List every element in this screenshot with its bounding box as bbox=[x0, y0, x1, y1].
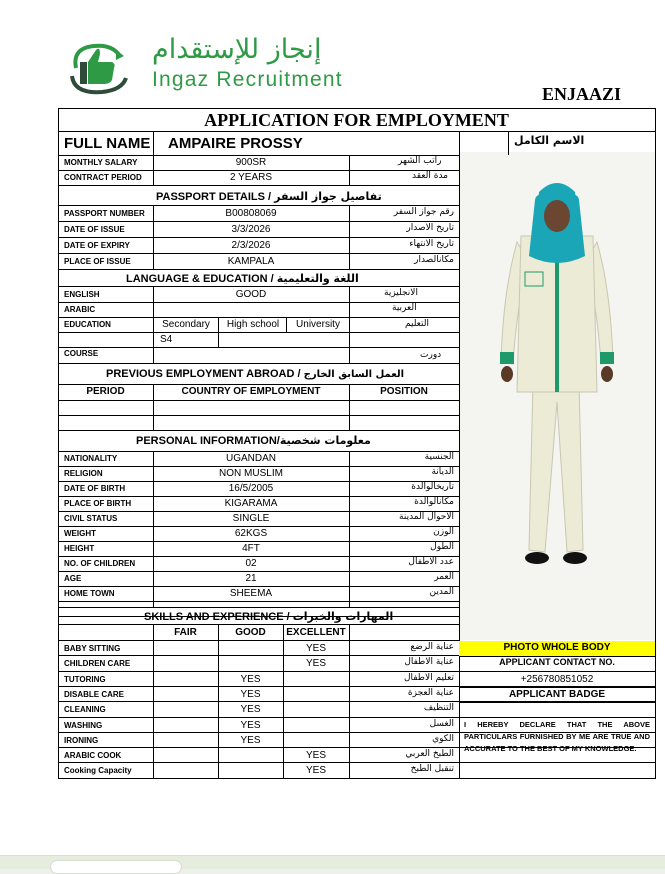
grid-line bbox=[58, 221, 460, 222]
grid-line bbox=[655, 108, 656, 778]
personal-row-5-value: 62KGS bbox=[234, 528, 268, 539]
logo-english-text: Ingaz Recruitment bbox=[152, 68, 343, 91]
contact-value: +256780851052 bbox=[520, 674, 594, 685]
personal-row-4-value: SINGLE bbox=[232, 513, 270, 524]
grid-line bbox=[58, 170, 460, 171]
skill-row-2-good: YES bbox=[240, 673, 261, 685]
contract-label-ar: مدة العقد bbox=[412, 171, 448, 181]
personal-row-6-label-ar: الطول bbox=[430, 542, 454, 552]
grid-line bbox=[58, 286, 460, 287]
grid-line bbox=[58, 205, 460, 206]
arabic-label: ARABIC bbox=[64, 305, 96, 314]
skill-row-1-label-ar: عناية الاطفال bbox=[404, 657, 454, 668]
skill-row-0-excellent: YES bbox=[305, 643, 326, 654]
passport-section-title: PASSPORT DETAILS / تفاصيل جواز السفر bbox=[156, 190, 382, 203]
personal-row-8-value: 21 bbox=[245, 573, 257, 584]
skill-row-0-label: BABY SITTING bbox=[64, 644, 121, 653]
applicant-figure bbox=[459, 152, 655, 640]
personal-row-1-label-ar: الديانة bbox=[431, 467, 454, 477]
skill-row-3-label-ar: عناية العجزة bbox=[407, 687, 454, 698]
grid-line bbox=[218, 624, 219, 778]
ingaz-logo bbox=[66, 36, 376, 98]
personal-row-3-value: KIGARAMA bbox=[224, 498, 278, 509]
education-label: EDUCATION bbox=[64, 320, 111, 329]
english-label-ar: الانجليزية bbox=[384, 288, 418, 298]
grid-line bbox=[58, 384, 460, 385]
personal-row-7-label: NO. OF CHILDREN bbox=[64, 559, 136, 568]
form-title: APPLICATION FOR EMPLOYMENT bbox=[204, 110, 509, 130]
full-name-label: FULL NAME bbox=[64, 135, 151, 152]
grid-line bbox=[153, 332, 349, 333]
passport-row-2-value: 2/3/2026 bbox=[231, 240, 271, 251]
previous-col-period: PERIOD bbox=[86, 386, 125, 397]
grid-line bbox=[58, 108, 59, 778]
grid-line bbox=[58, 624, 460, 625]
skill-row-6-good: YES bbox=[240, 734, 261, 746]
grid-line bbox=[58, 717, 656, 718]
skill-row-6-label: IRONING bbox=[64, 735, 99, 745]
grid-line bbox=[58, 778, 656, 779]
passport-row-0-label: PASSPORT NUMBER bbox=[64, 209, 145, 218]
personal-row-8-label: AGE bbox=[64, 574, 82, 583]
passport-row-3-label: PLACE OF ISSUE bbox=[64, 257, 131, 266]
grid-line bbox=[58, 400, 460, 401]
course-label: COURSE bbox=[64, 349, 99, 358]
skill-row-3-good: YES bbox=[240, 688, 261, 700]
logo-thumb-icon bbox=[66, 36, 136, 98]
personal-row-3-label: PLACE OF BIRTH bbox=[64, 499, 132, 508]
personal-row-2-label: DATE OF BIRTH bbox=[64, 484, 126, 493]
skill-row-1-excellent: YES bbox=[305, 658, 326, 670]
skill-row-3-label: DISABLE CARE bbox=[64, 689, 125, 699]
skill-row-8-label-ar: تنقبل الطبخ bbox=[410, 764, 454, 775]
personal-row-4-label-ar: الاحوال المدينة bbox=[399, 512, 454, 522]
previous-col-country: COUNTRY OF EMPLOYMENT bbox=[181, 386, 321, 397]
grid-line bbox=[58, 762, 656, 763]
skill-row-8-excellent: YES bbox=[305, 765, 326, 777]
skill-row-7-label: ARABIC COOK bbox=[64, 751, 122, 761]
personal-section-title: PERSONAL INFORMATION/معلومات شخصية bbox=[136, 434, 371, 447]
skills-col-excellent: EXCELLENT bbox=[286, 627, 346, 638]
grid-line bbox=[459, 687, 656, 688]
skill-row-8-label: Cooking Capacity bbox=[64, 766, 132, 776]
grid-line bbox=[58, 269, 460, 270]
grid-line bbox=[58, 415, 460, 416]
personal-row-0-value: UGANDAN bbox=[225, 453, 276, 464]
passport-row-1-label-ar: تاريخ الاصدار bbox=[406, 223, 454, 233]
course-label-ar: دورت bbox=[420, 350, 442, 360]
personal-row-2-label-ar: تاريخالوالدة bbox=[411, 482, 454, 492]
education-value: S4 bbox=[160, 334, 173, 345]
contract-label: CONTRACT PERIOD bbox=[64, 173, 142, 182]
skill-row-4-label-ar: التنظيف bbox=[423, 703, 454, 714]
personal-row-6-value: 4FT bbox=[242, 543, 260, 554]
salary-label-ar: راتب الشهر bbox=[398, 156, 442, 166]
logo-arabic-text: إنجاز للإستقدام bbox=[152, 34, 322, 65]
previous-col-position: POSITION bbox=[380, 386, 428, 397]
contract-value: 2 YEARS bbox=[229, 172, 273, 183]
full-name-label-ar: الاسم الكامل bbox=[514, 134, 585, 147]
education-label-ar: التعليم bbox=[405, 319, 429, 329]
language-section-title: LANGUAGE & EDUCATION / اللغة والتعليمية bbox=[126, 272, 359, 285]
previous-section-title: PREVIOUS EMPLOYMENT ABROAD / العمل السابق الخارج bbox=[106, 368, 405, 380]
skill-row-4-label: CLEANING bbox=[64, 705, 106, 715]
personal-row-5-label-ar: الوزن bbox=[433, 527, 454, 537]
skill-row-0-label-ar: عناية الرضع bbox=[410, 642, 454, 652]
grid-line bbox=[349, 286, 350, 363]
grid-line bbox=[58, 317, 460, 318]
grid-line bbox=[58, 237, 460, 238]
skills-col-fair: FAIR bbox=[174, 627, 197, 638]
full-name-value: AMPAIRE PROSSY bbox=[168, 135, 303, 152]
personal-row-9-label-ar: المدين bbox=[429, 587, 454, 597]
grid-line bbox=[153, 131, 154, 155]
passport-row-1-value: 3/3/2026 bbox=[231, 224, 271, 235]
grid-line bbox=[349, 451, 350, 607]
bottom-taskbar bbox=[0, 855, 665, 869]
skill-row-5-good: YES bbox=[240, 719, 261, 731]
arabic-label-ar: العربية bbox=[392, 303, 417, 313]
skill-row-2-label: TUTORING bbox=[64, 674, 106, 684]
personal-row-0-label-ar: الجنسية bbox=[424, 452, 454, 462]
english-value: GOOD bbox=[235, 289, 267, 300]
personal-row-7-label-ar: عدد الاطفال bbox=[408, 557, 454, 567]
education-level-secondary: Secondary bbox=[162, 319, 210, 330]
english-label: ENGLISH bbox=[64, 290, 100, 299]
skill-row-5-label: WASHING bbox=[64, 720, 103, 730]
photo-label: PHOTO WHOLE BODY bbox=[503, 642, 611, 653]
grid-line bbox=[58, 640, 460, 641]
grid-line bbox=[58, 185, 460, 186]
personal-row-6-label: HEIGHT bbox=[64, 544, 95, 553]
personal-row-2-value: 16/5/2005 bbox=[228, 483, 274, 494]
passport-row-3-label-ar: مكانالصدار bbox=[414, 255, 454, 265]
skill-row-7-label-ar: الطبخ العربي bbox=[405, 749, 454, 760]
skill-row-5-label-ar: الغسل bbox=[429, 718, 454, 729]
personal-row-9-value: SHEEMA bbox=[229, 588, 273, 599]
passport-row-0-value: B00808069 bbox=[225, 208, 277, 219]
education-level-university: University bbox=[296, 319, 340, 330]
personal-row-1-label: RELIGION bbox=[64, 469, 103, 478]
personal-row-9-label: HOME TOWN bbox=[64, 589, 115, 598]
passport-row-1-label: DATE OF ISSUE bbox=[64, 225, 125, 234]
brand-name: ENJAAZI bbox=[542, 84, 622, 104]
grid-line bbox=[508, 131, 509, 155]
education-level-highschool: High school bbox=[226, 319, 280, 330]
personal-row-5-label: WEIGHT bbox=[64, 529, 96, 538]
grid-line bbox=[349, 624, 350, 778]
grid-line bbox=[58, 430, 460, 431]
passport-row-0-label-ar: رقم جواز السفر bbox=[393, 207, 454, 217]
grid-line bbox=[58, 607, 460, 608]
grid-line bbox=[58, 601, 460, 602]
applicant-photo bbox=[459, 152, 655, 640]
personal-row-1-value: NON MUSLIM bbox=[219, 468, 283, 479]
passport-row-2-label-ar: تاريخ الانتهاء bbox=[409, 239, 454, 249]
skill-row-6-label-ar: الكوي bbox=[432, 733, 454, 744]
personal-row-7-value: 02 bbox=[245, 558, 257, 569]
grid-line bbox=[349, 155, 350, 185]
skill-row-7-excellent: YES bbox=[305, 750, 326, 762]
skills-section-title: SKILLS AND EXPERIENCE / المهارات والخبرات bbox=[144, 610, 394, 623]
personal-row-0-label: NATIONALITY bbox=[64, 454, 118, 463]
skills-col-good: GOOD bbox=[235, 627, 266, 638]
grid-line bbox=[58, 253, 460, 254]
personal-row-4-label: CIVIL STATUS bbox=[64, 514, 118, 523]
skill-row-1-label: CHILDREN CARE bbox=[64, 659, 131, 669]
grid-line bbox=[58, 363, 460, 364]
grid-line bbox=[153, 624, 154, 778]
salary-value: 900SR bbox=[235, 157, 267, 168]
grid-line bbox=[286, 317, 287, 332]
grid-line bbox=[459, 702, 656, 703]
grid-line bbox=[58, 108, 656, 109]
salary-label: MONTHLY SALARY bbox=[64, 158, 138, 167]
grid-line bbox=[349, 205, 350, 269]
contact-label: APPLICANT CONTACT NO. bbox=[499, 657, 615, 667]
taskbar-pill[interactable] bbox=[50, 860, 182, 874]
personal-row-8-label-ar: العمر bbox=[434, 572, 454, 582]
skill-row-4-good: YES bbox=[240, 704, 261, 716]
badge-label: APPLICANT BADGE bbox=[508, 689, 606, 700]
passport-row-2-label: DATE OF EXPIRY bbox=[64, 241, 130, 250]
grid-line bbox=[58, 131, 656, 132]
personal-row-3-label-ar: مكانالوالدة bbox=[414, 497, 454, 507]
passport-row-3-value: KAMPALA bbox=[227, 256, 275, 267]
skill-row-2-label-ar: تعليم الاطفال bbox=[403, 672, 454, 683]
grid-line bbox=[58, 347, 460, 348]
declaration-text: I HEREBY DECLARE THAT THE ABOVE PARTICULARS FURNISHED BY ME ARE TRUE AND ACCURATE TO THE BEST OF MY KNOWLEDGE. bbox=[464, 720, 650, 753]
grid-line bbox=[459, 671, 656, 672]
